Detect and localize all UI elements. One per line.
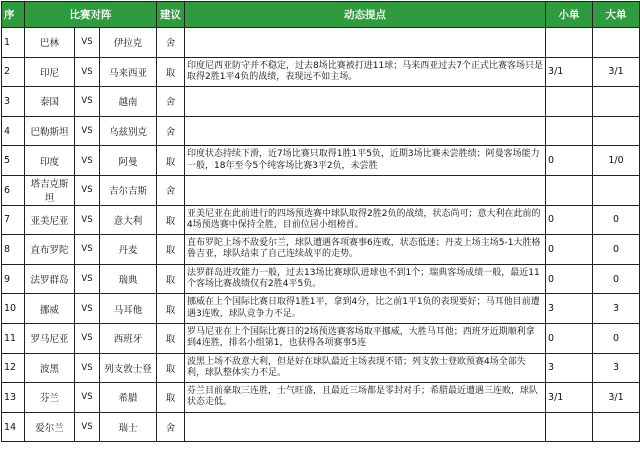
- row-number: 7: [2, 205, 25, 235]
- suggestion-cell: 取: [157, 146, 185, 176]
- note-cell: 法罗群岛进攻能力一般，过去13场比赛球队进球也不到1个；瑞典客场成绩一般，最近11个客场比赛战绩仅有2胜4平5负。: [185, 264, 546, 294]
- home-team: 波黑: [25, 353, 75, 383]
- table-row: [2, 28, 640, 58]
- away-team: 意大利: [100, 205, 157, 235]
- away-team: 丹麦: [100, 235, 157, 265]
- table-row: [2, 412, 640, 442]
- home-team: 亚美尼亚: [25, 205, 75, 235]
- suggestion-cell: 取: [157, 294, 185, 324]
- vs-label: VS: [75, 353, 100, 383]
- big-bet-cell: 0: [593, 264, 640, 294]
- suggestion-cell: 舍: [157, 175, 185, 205]
- home-team: 巴勒斯坦: [25, 116, 75, 146]
- table-row: [2, 57, 640, 87]
- table-row: [2, 205, 640, 235]
- small-bet-cell: [546, 87, 593, 117]
- away-team: 乌兹别克: [100, 116, 157, 146]
- note-cell: 芬兰目前豪取三连胜，士气旺盛，且最近三场都是零封对手；希腊最近遭遇三连败，球队状态走低。: [185, 383, 546, 413]
- vs-label: VS: [75, 87, 100, 117]
- row-number: 12: [2, 353, 25, 383]
- small-bet-cell: 0: [546, 146, 593, 176]
- suggestion-cell: 取: [157, 235, 185, 265]
- row-number: 10: [2, 294, 25, 324]
- header-small: 小单: [546, 2, 593, 28]
- home-team: 塔吉克斯坦: [25, 175, 75, 205]
- home-team: 罗马尼亚: [25, 323, 75, 353]
- away-team: 伊拉克: [100, 28, 157, 58]
- suggestion-cell: 取: [157, 57, 185, 87]
- vs-label: VS: [75, 116, 100, 146]
- vs-label: VS: [75, 57, 100, 87]
- table-row: [2, 294, 640, 324]
- big-bet-cell: [593, 175, 640, 205]
- vs-label: VS: [75, 235, 100, 265]
- small-bet-cell: 0: [546, 264, 593, 294]
- small-bet-cell: [546, 175, 593, 205]
- note-cell: [185, 87, 546, 117]
- row-number: 11: [2, 323, 25, 353]
- big-bet-cell: 0: [593, 205, 640, 235]
- small-bet-cell: [546, 116, 593, 146]
- note-cell: 亚美尼亚在此前进行的四场预选赛中球队取得2胜2负的战绩，状态尚可；意大利在此前的4场预选赛中保持全胜，目前位居小组榜首。: [185, 205, 546, 235]
- big-bet-cell: 3/1: [593, 383, 640, 413]
- header-suggestion: 建议: [157, 2, 185, 28]
- row-number: 9: [2, 264, 25, 294]
- big-bet-cell: 1/0: [593, 146, 640, 176]
- away-team: 列支敦士登: [100, 353, 157, 383]
- vs-label: VS: [75, 412, 100, 442]
- suggestion-cell: 取: [157, 353, 185, 383]
- home-team: 芬兰: [25, 383, 75, 413]
- away-team: 希腊: [100, 383, 157, 413]
- home-team: 爱尔兰: [25, 412, 75, 442]
- suggestion-cell: 取: [157, 264, 185, 294]
- row-number: 1: [2, 28, 25, 58]
- home-team: 法罗群岛: [25, 264, 75, 294]
- row-number: 4: [2, 116, 25, 146]
- small-bet-cell: 0: [546, 323, 593, 353]
- away-team: 吉尔吉斯: [100, 175, 157, 205]
- note-cell: 罗马尼亚在上个国际比赛日的2场预选赛客场取平挪威，大胜马耳他；西班牙近期顺利拿到4连胜，排名小组第1，也获得各项赛事5连: [185, 323, 546, 353]
- suggestion-cell: 取: [157, 205, 185, 235]
- small-bet-cell: 3: [546, 353, 593, 383]
- vs-label: VS: [75, 28, 100, 58]
- small-bet-cell: 3: [546, 294, 593, 324]
- vs-label: VS: [75, 175, 100, 205]
- table-row: [2, 116, 640, 146]
- big-bet-cell: 0: [593, 323, 640, 353]
- note-cell: [185, 175, 546, 205]
- row-number: 3: [2, 87, 25, 117]
- big-bet-cell: [593, 87, 640, 117]
- away-team: 越南: [100, 87, 157, 117]
- vs-label: VS: [75, 264, 100, 294]
- home-team: 印尼: [25, 57, 75, 87]
- table-row: [2, 87, 640, 117]
- vs-label: VS: [75, 323, 100, 353]
- small-bet-cell: 3/1: [546, 57, 593, 87]
- header-notes: 动态提点: [185, 2, 546, 28]
- suggestion-cell: 舍: [157, 116, 185, 146]
- small-bet-cell: 3/1: [546, 383, 593, 413]
- away-team: 瑞典: [100, 264, 157, 294]
- suggestion-cell: 舍: [157, 28, 185, 58]
- vs-label: VS: [75, 383, 100, 413]
- away-team: 西班牙: [100, 323, 157, 353]
- suggestion-cell: 舍: [157, 412, 185, 442]
- small-bet-cell: 0: [546, 235, 593, 265]
- note-cell: [185, 412, 546, 442]
- table-row: [2, 175, 640, 205]
- away-team: 瑞士: [100, 412, 157, 442]
- note-cell: 波黑上场不敌意大利，但是好在球队最近主场表现不错；列支敦士登欧预赛4场全部失利，球队整体实力不足。: [185, 353, 546, 383]
- small-bet-cell: [546, 28, 593, 58]
- row-number: 6: [2, 175, 25, 205]
- note-cell: 印度状态持续下滑，近7场比赛只取得1胜1平5负，近期3场比赛未尝胜绩；阿曼客场能力一般，18年至今5个纯客场比赛3平2负，未尝胜: [185, 146, 546, 176]
- vs-label: VS: [75, 294, 100, 324]
- note-cell: [185, 116, 546, 146]
- vs-label: VS: [75, 146, 100, 176]
- home-team: 印度: [25, 146, 75, 176]
- big-bet-cell: 0: [593, 235, 640, 265]
- row-number: 8: [2, 235, 25, 265]
- small-bet-cell: [546, 412, 593, 442]
- away-team: 马耳他: [100, 294, 157, 324]
- row-number: 14: [2, 412, 25, 442]
- table-row: [2, 323, 640, 353]
- away-team: 马来西亚: [100, 57, 157, 87]
- table-row: [2, 383, 640, 413]
- big-bet-cell: [593, 412, 640, 442]
- small-bet-cell: 0: [546, 205, 593, 235]
- row-number: 5: [2, 146, 25, 176]
- big-bet-cell: 3: [593, 353, 640, 383]
- header-row: [2, 2, 640, 28]
- recommendation-table: [1, 1, 640, 442]
- suggestion-cell: 舍: [157, 87, 185, 117]
- row-number: 2: [2, 57, 25, 87]
- header-big: 大单: [593, 2, 640, 28]
- suggestion-cell: 取: [157, 323, 185, 353]
- note-cell: [185, 28, 546, 58]
- table-row: [2, 235, 640, 265]
- big-bet-cell: [593, 116, 640, 146]
- suggestion-cell: 取: [157, 383, 185, 413]
- note-cell: 挪威在上个国际比赛日取得1胜1平，拿到4分，比之前1平1负的表现要好；马耳他目前遭遇3连败，球队竞争力不足。: [185, 294, 546, 324]
- header-no: 序: [2, 2, 25, 28]
- table-row: [2, 146, 640, 176]
- note-cell: 直布罗陀上场不敌爱尔兰，球队遭遇各项赛事6连败，状态低迷；丹麦上场主场5-1大胜格鲁吉亚，球队结束了自己连续战平的走势。: [185, 235, 546, 265]
- table-row: [2, 353, 640, 383]
- big-bet-cell: [593, 28, 640, 58]
- home-team: 巴林: [25, 28, 75, 58]
- row-number: 13: [2, 383, 25, 413]
- note-cell: 印度尼西亚防守并不稳定，过去8场比赛被打进11球；马来西亚过去7个正式比赛客场只是取得2胜1平4负的战绩，表现远不如主场。: [185, 57, 546, 87]
- home-team: 挪威: [25, 294, 75, 324]
- away-team: 阿曼: [100, 146, 157, 176]
- big-bet-cell: 3/1: [593, 57, 640, 87]
- header-match: 比赛对阵: [25, 2, 157, 28]
- home-team: 泰国: [25, 87, 75, 117]
- home-team: 直布罗陀: [25, 235, 75, 265]
- big-bet-cell: 3: [593, 294, 640, 324]
- table-row: [2, 264, 640, 294]
- vs-label: VS: [75, 205, 100, 235]
